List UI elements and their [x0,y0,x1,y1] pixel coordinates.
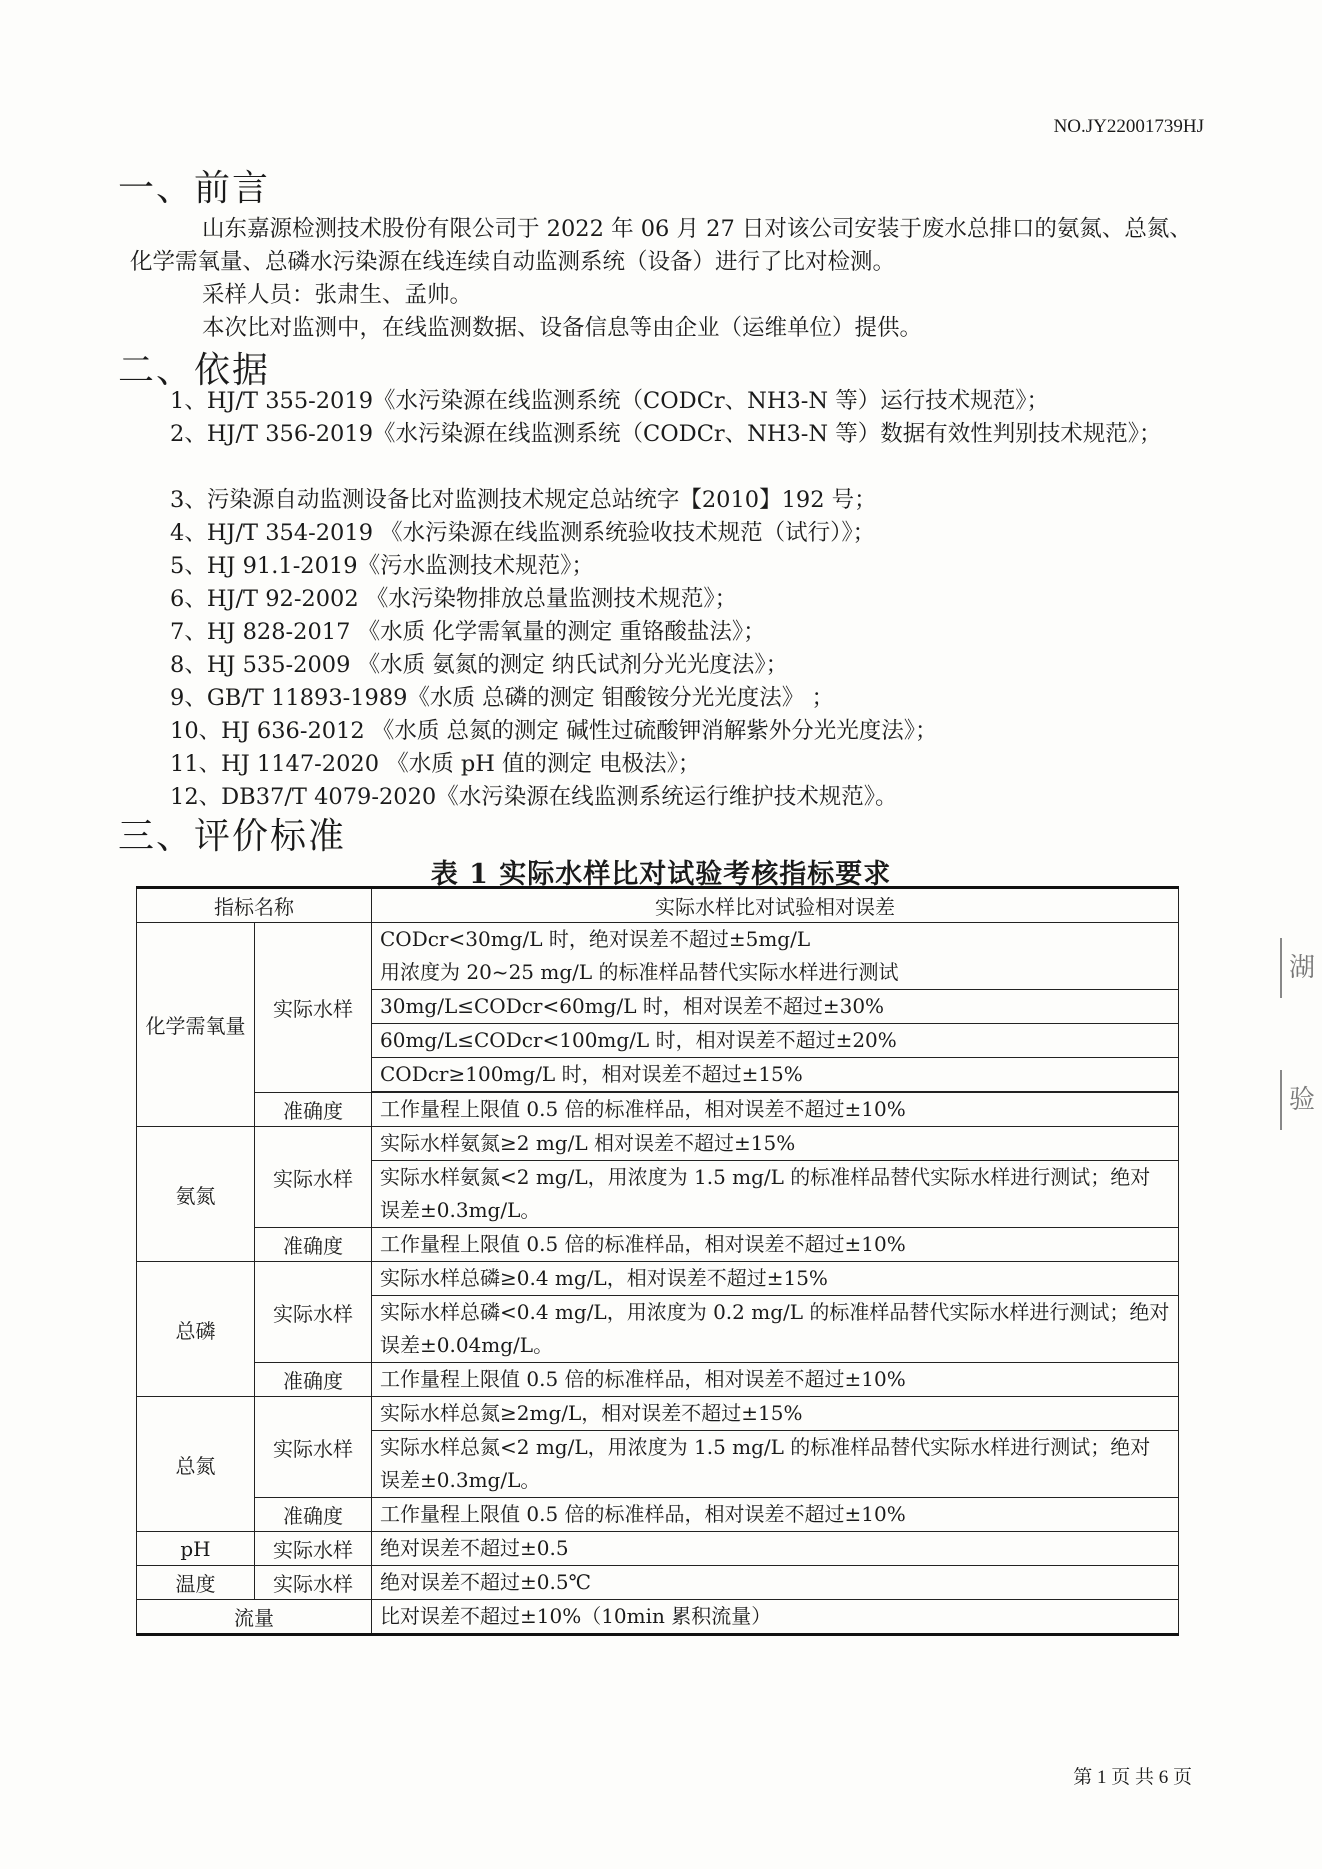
criteria-cell: 绝对误差不超过±0.5 [372,1532,1179,1566]
reference-item: 3、污染源自动监测设备比对监测技术规定总站统字【2010】192 号； [170,487,877,513]
samplers-line: 采样人员：张肃生、孟帅。 [202,282,473,308]
table-title: 表 1 实际水样比对试验考核指标要求 [430,859,892,890]
sample-type: 实际水样 [255,1566,372,1600]
document-number: NO.JY22001739HJ [1053,116,1204,137]
reference-item: 10、HJ 636-2012 《水质 总氮的测定 碱性过硫酸钾消解紫外分光光度法》； [170,718,938,744]
criteria-cell: CODcr≥100mg/L 时，相对误差不超过±15% [372,1058,1179,1092]
criteria-cell: 实际水样氨氮≥2 mg/L 相对误差不超过±15% [372,1127,1179,1161]
indicator-tn: 总氮 [137,1397,255,1532]
criteria-cell: 实际水样氨氮<2 mg/L，用浓度为 1.5 mg/L 的标准样品替代实际水样进行测试；绝对误差±0.3mg/L。 [372,1161,1179,1228]
reference-item: 7、HJ 828-2017 《水质 化学需氧量的测定 重铬酸盐法》； [170,619,766,645]
reference-item: 9、GB/T 11893-1989《水质 总磷的测定 钼酸铵分光光度法》 ； [170,685,834,711]
criteria-cell: 工作量程上限值 0.5 倍的标准样品，相对误差不超过±10% [372,1498,1179,1532]
criteria-cell [372,923,1179,990]
seal-fragment: 湖 [1280,938,1322,998]
header-indicator: 指标名称 [137,888,372,923]
reference-item: 4、HJ/T 354-2019 《水污染源在线监测系统验收技术规范（试行）》； [170,520,876,546]
table-row [137,1498,1179,1532]
criteria-cell: 实际水样总磷≥0.4 mg/L，相对误差不超过±15% [372,1262,1179,1296]
sample-type: 实际水样 [255,1262,372,1363]
table-header-row [137,888,1179,923]
indicator-flow: 流量 [137,1600,372,1635]
table-row [137,1532,1179,1566]
table-row [137,1228,1179,1262]
table-row [137,1262,1179,1296]
table-row [137,1127,1179,1161]
criteria-cell: 工作量程上限值 0.5 倍的标准样品，相对误差不超过±10% [372,1228,1179,1262]
table-row [137,1566,1179,1600]
criteria-text: 用浓度为 20~25 mg/L 的标准样品替代实际水样进行测试 [380,960,899,984]
accuracy-label: 准确度 [255,1363,372,1397]
reference-item: 2、HJ/T 356-2019《水污染源在线监测系统（CODCr、NH3-N 等）数据有效性判别技术规范》； [170,421,1162,447]
reference-item: 6、HJ/T 92-2002 《水污染物排放总量监测技术规范》； [170,586,738,612]
criteria-cell: 工作量程上限值 0.5 倍的标准样品，相对误差不超过±10% [372,1363,1179,1397]
section-3-title: 三、评价标准 [118,816,347,857]
criteria-cell: 比对误差不超过±10%（10min 累积流量） [372,1600,1179,1635]
sample-type: 实际水样 [255,1532,372,1566]
indicator-ph: pH [137,1532,255,1566]
reference-item: 5、HJ 91.1-2019《污水监测技术规范》； [170,553,594,579]
section-2-title: 二、依据 [118,350,271,391]
accuracy-label: 准确度 [255,1228,372,1262]
reference-item: 1、HJ/T 355-2019《水污染源在线监测系统（CODCr、NH3-N 等）运行技术规范》； [170,388,1049,414]
criteria-cell: 实际水样总氮<2 mg/L，用浓度为 1.5 mg/L 的标准样品替代实际水样进行测试；绝对误差±0.3mg/L。 [372,1431,1179,1498]
accuracy-label: 准确度 [255,1093,372,1127]
table-row [137,1363,1179,1397]
table-row [137,1397,1179,1431]
indicator-cod: 化学需氧量 [137,923,255,1127]
section-1-title: 一、前言 [118,168,271,209]
criteria-cell: 30mg/L≤CODcr<60mg/L 时，相对误差不超过±30% [372,990,1179,1024]
criteria-table [136,886,1179,1636]
indicator-temperature: 温度 [137,1566,255,1600]
indicator-nh3n: 氨氮 [137,1127,255,1262]
criteria-cell: 工作量程上限值 0.5 倍的标准样品，相对误差不超过±10% [372,1093,1179,1127]
sample-type: 实际水样 [255,923,372,1093]
sample-type: 实际水样 [255,1127,372,1228]
indicator-tp: 总磷 [137,1262,255,1397]
criteria-cell: 60mg/L≤CODcr<100mg/L 时，相对误差不超过±20% [372,1024,1179,1058]
header-criteria: 实际水样比对试验相对误差 [372,888,1179,923]
data-source-note: 本次比对监测中，在线监测数据、设备信息等由企业（运维单位）提供。 [202,315,923,341]
criteria-cell: 绝对误差不超过±0.5℃ [372,1566,1179,1600]
seal-fragment: 验 [1280,1070,1322,1130]
table-row [137,1093,1179,1127]
criteria-text: CODcr<30mg/L 时，绝对误差不超过±5mg/L [380,927,811,951]
accuracy-label: 准确度 [255,1498,372,1532]
intro-paragraph: 山东嘉源检测技术股份有限公司于 2022 年 06 月 27 日对该公司安装于废水总排口的氨氮、总氮、化学需氧量、总磷水污染源在线连续自动监测系统（设备）进行了比对检测。 [130,216,1192,275]
criteria-cell: 实际水样总磷<0.4 mg/L，用浓度为 0.2 mg/L 的标准样品替代实际水样进行测试；绝对误差±0.04mg/L。 [372,1296,1179,1363]
reference-item: 12、DB37/T 4079-2020《水污染源在线监测系统运行维护技术规范》。 [170,784,898,810]
reference-item: 8、HJ 535-2009 《水质 氨氮的测定 纳氏试剂分光光度法》； [170,652,789,678]
sample-type: 实际水样 [255,1397,372,1498]
criteria-cell: 实际水样总氮≥2mg/L，相对误差不超过±15% [372,1397,1179,1431]
table-row [137,923,1179,990]
page-footer: 第 1 页 共 6 页 [1073,1767,1192,1788]
reference-item: 11、HJ 1147-2020 《水质 pH 值的测定 电极法》； [170,751,701,777]
table-row [137,1600,1179,1635]
